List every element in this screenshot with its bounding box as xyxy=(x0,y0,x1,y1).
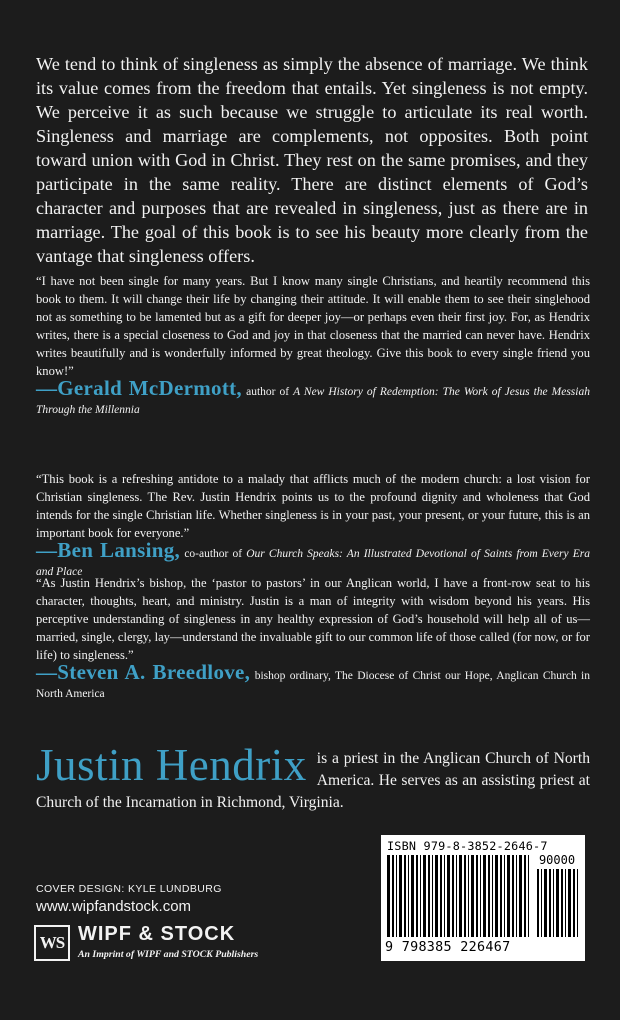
barcode-bar xyxy=(556,869,559,937)
barcode-bar xyxy=(392,855,394,937)
barcode-bar xyxy=(416,855,418,937)
barcode-bar xyxy=(553,869,554,937)
barcode-number: 9 798385 226467 xyxy=(385,940,511,955)
review-breedlove xyxy=(36,574,590,703)
barcode-bar xyxy=(577,869,578,937)
barcode-main-bars xyxy=(387,855,529,937)
barcode-bar xyxy=(408,855,409,937)
author-bio-text: is a priest in the Anglican Church of North America. He serves as an assisting priest at Church of the Incarnation in Richmond, Virginia. xyxy=(36,750,590,811)
barcode-bar xyxy=(573,869,575,937)
author-name: Justin Hendrix xyxy=(36,740,307,790)
barcode-bar xyxy=(512,855,514,937)
review-lansing xyxy=(36,470,590,581)
isbn-label: ISBN 979-8-3852-2646-7 xyxy=(387,839,548,853)
barcode-bar xyxy=(537,869,539,937)
isbn-barcode xyxy=(381,835,585,961)
barcode-bar xyxy=(444,855,445,937)
publisher-logo xyxy=(34,925,284,965)
author-bio xyxy=(36,740,590,814)
barcode-price-code: 90000 xyxy=(538,853,576,867)
barcode-bar xyxy=(471,855,474,937)
barcode-addon-bars xyxy=(537,869,581,937)
review-attribution xyxy=(36,376,590,419)
barcode-bar xyxy=(507,855,510,937)
barcode-bar xyxy=(387,855,390,937)
publisher-logo-mark: WS xyxy=(34,925,70,961)
reviewer-role-prefix: co-author of xyxy=(184,548,247,560)
publisher-url: www.wipfandstock.com xyxy=(36,898,192,915)
barcode-bar xyxy=(544,869,547,937)
barcode-bar xyxy=(541,869,542,937)
barcode-bar xyxy=(428,855,430,937)
barcode-bar xyxy=(549,869,551,937)
barcode-bar xyxy=(480,855,481,937)
barcode-bar xyxy=(568,869,571,937)
barcode-bar xyxy=(495,855,498,937)
reviewer-role: bishop ordinary, The Diocese of Christ our Hope, Anglican Church in North America xyxy=(36,670,591,700)
barcode-bar xyxy=(492,855,493,937)
cover-design-credit: COVER DESIGN: KYLE LUNDBURG xyxy=(36,883,222,895)
barcode-bar xyxy=(483,855,486,937)
barcode-bar xyxy=(500,855,502,937)
review-quote: “I have not been single for many years. But I know many single Christians, and heartily recommend this book to them. It will change their life by changing their attitude. It will enable them to see their singlehood not as something to be lamented but as a gift for deeper joy—or perhaps even their first joy. For, as Hendrix writes, there is a special closeness to God and joy in that closeness that the married can never have. Hendrix writes beautifully and is wonderfully informed by great theology. Give this book to every single friend you know!” xyxy=(36,274,590,378)
barcode-bar xyxy=(404,855,406,937)
reviewer-role-prefix: author of xyxy=(246,386,294,398)
review-quote: “This book is a refreshing antidote to a malady that afflicts much of the modern church: a lost vision for Christian singleness. The Rev. Justin Hendrix points us to the profound dignity and wholeness that God intends for the single Christian life. Whether singleness is in your past, your present, or your future, this is an important book for everyone.” xyxy=(36,472,590,540)
reviewer-name: —Ben Lansing, xyxy=(36,538,181,562)
barcode-bar xyxy=(468,855,469,937)
barcode-bar xyxy=(488,855,490,937)
publisher-name: WIPF & STOCK xyxy=(78,923,236,945)
barcode-bar xyxy=(447,855,450,937)
barcode-bar xyxy=(456,855,457,937)
barcode-bar xyxy=(399,855,402,937)
publisher-imprint: An Imprint of WIPF and STOCK Publishers xyxy=(78,949,259,960)
barcode-bar xyxy=(423,855,426,937)
barcode-bar xyxy=(528,855,529,937)
barcode-bar xyxy=(464,855,466,937)
barcode-bar xyxy=(435,855,438,937)
back-cover-blurb: We tend to think of singleness as simply the absence of marriage. We think its value comes from the freedom that entails. Yet singleness is not empty. We perceive it as such because we struggle to articulate its real worth. Singleness and marriage are complements, not opposites. Both point toward union with God in Christ. They rest on the same promises, and they participate in the same reality. There are distinct elements of God’s character and purposes that are revealed in singleness, just as there are in marriage. The goal of this book is to see his beauty more clearly from the vantage that singleness offers. xyxy=(36,54,588,266)
reviewer-book-title: Our Church Speaks: An Illustrated Devotional of Saints from Every Era and Place xyxy=(36,548,590,578)
barcode-bar xyxy=(440,855,442,937)
reviewer-name: —Gerald McDermott, xyxy=(36,376,242,400)
reviewer-name: —Steven A. Breedlove, xyxy=(36,660,251,684)
barcode-bar xyxy=(459,855,462,937)
barcode-bar xyxy=(420,855,421,937)
barcode-bar xyxy=(519,855,522,937)
barcode-bar xyxy=(561,869,563,937)
barcode-bar xyxy=(524,855,526,937)
review-mcdermott xyxy=(36,272,590,419)
barcode-bar xyxy=(504,855,505,937)
barcode-bar xyxy=(432,855,433,937)
barcode-bar xyxy=(452,855,454,937)
review-attribution xyxy=(36,660,591,703)
barcode-bar xyxy=(411,855,414,937)
barcode-bar xyxy=(396,855,397,937)
barcode-bar xyxy=(565,869,566,937)
barcode-bar xyxy=(516,855,517,937)
reviewer-book-title: A New History of Redemption: The Work of Jesus the Messiah Through the Millennia xyxy=(36,386,590,416)
barcode-bar xyxy=(476,855,478,937)
review-quote: “As Justin Hendrix’s bishop, the ‘pastor to pastors’ in our Anglican world, I have a front-row seat to his character, thoughts, heart, and ministry. Justin is a man of integrity with wisdom beyond his years. His perceptive understanding of singleness in any healthy expression of God’s household will help all of us—married, single, clergy, lay—understand the invaluable gift to our common life of those called (for now, or for life) to singleness.” xyxy=(36,576,590,662)
